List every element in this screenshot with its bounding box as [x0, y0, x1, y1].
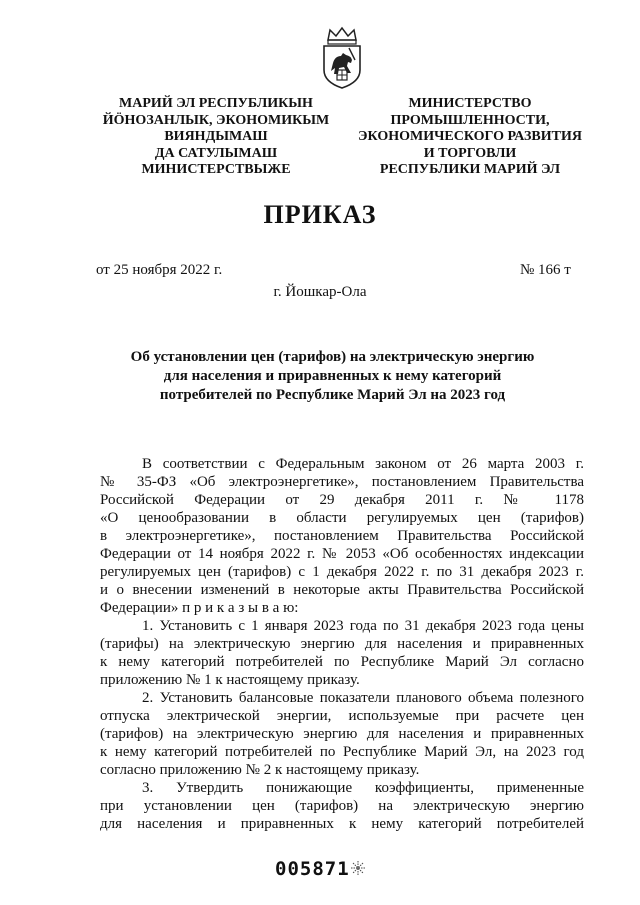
header-right-block [350, 96, 590, 179]
body-line: Федерации» п р и к а з ы в а ю: [100, 600, 299, 616]
header-right-line: И ТОРГОВЛИ [423, 145, 517, 161]
body-line: № 35-ФЗ «Об электроэнергетике», постановлением Правительства [100, 474, 584, 490]
body-line: к нему категорий потребителей по Республике Марий Эл согласно [100, 654, 584, 670]
subject-line: потребителей по Республике Марий Эл на 2023 год [159, 387, 506, 403]
subject-line: Об установлении цен (тарифов) на электрическую энергию [130, 349, 535, 365]
item-1-paragraph [100, 617, 584, 689]
header-left-line: МИНИСТЕРСТВЫЖЕ [141, 162, 291, 177]
body-line: 1. Установить с 1 января 2023 года по 31 декабря 2023 года цены [142, 618, 584, 634]
body-line: к нему категорий потребителей по Республике Марий Эл, на 2023 год [100, 744, 584, 760]
header-right-line: РЕСПУБЛИКИ МАРИЙ ЭЛ [379, 162, 561, 177]
body-line: для населения и приравненных к нему категорий потребителей [100, 816, 584, 832]
item-2-paragraph [100, 689, 584, 779]
document-body [100, 455, 584, 833]
document-city: г. Йошкар-Ола [273, 284, 367, 300]
document-title: ПРИКАЗ [263, 200, 377, 229]
item-3-paragraph [100, 779, 584, 833]
body-line: (тарифов) на электрическую энергию для населения и приравненных [100, 726, 584, 742]
header-left-line: ЙӦНОЗАНЛЫК, ЭКОНОМИКЫМ [102, 112, 330, 128]
document-date: от 25 ноября 2022 г. [96, 262, 223, 278]
header-right-line: МИНИСТЕРСТВО [408, 96, 532, 111]
body-line: 2. Установить балансовые показатели планового объема полезного [142, 690, 584, 706]
body-line: Федерации от 14 ноября 2022 г. № 2053 «Об особенностях индексации [100, 546, 584, 562]
document-subject [60, 348, 605, 405]
body-line: Российской Федерации от 29 декабря 2011 г. № 1178 [100, 492, 584, 508]
subject-line: для населения и приравненных к нему категорий [163, 368, 502, 384]
body-line: согласно приложению № 2 к настоящему приказу. [100, 762, 420, 778]
body-line: В соответствии с Федеральным законом от 26 марта 2003 г. [142, 456, 584, 472]
header-left-block [96, 96, 336, 179]
header-right-line: ЭКОНОМИЧЕСКОГО РАЗВИТИЯ [358, 129, 582, 144]
header-left-line: МАРИЙ ЭЛ РЕСПУБЛИКЫН [119, 96, 313, 111]
body-line: при установлении цен (тарифов) на электрическую энергию [100, 798, 584, 814]
body-line: регулируемых цен (тарифов) с 1 декабря 2022 г. по 31 декабря 2023 г. [100, 564, 584, 580]
body-line: в электроэнергетике», постановлением Правительства Российской [100, 528, 584, 544]
body-line: отпуска электрической энергии, используемые при расчете цен [100, 708, 584, 724]
body-line: 3. Утвердить понижающие коэффициенты, примененные [142, 780, 584, 796]
body-line: (тарифы) на электрическую энергию для населения и приравненных [100, 636, 584, 652]
body-line: приложению № 1 к настоящему приказу. [100, 672, 360, 688]
document-number: № 166 т [520, 262, 571, 278]
serial-number: 005871 [275, 858, 350, 880]
preamble-paragraph [100, 455, 584, 617]
header-left-line: ДА САТУЛЫМАШ [154, 145, 278, 161]
mari-el-coat-of-arms-icon [318, 26, 366, 90]
header-right-line: ПРОМЫШЛЕННОСТИ, [390, 112, 550, 128]
body-line: и о внесении изменений в некоторые акты Правительства Российской [100, 582, 584, 598]
asterisk-stamp-icon [350, 860, 366, 876]
body-line: «О ценообразовании в области регулируемых цен (тарифов) [100, 510, 584, 526]
header-left-line: ВИЯНДЫМАШ [164, 129, 268, 144]
